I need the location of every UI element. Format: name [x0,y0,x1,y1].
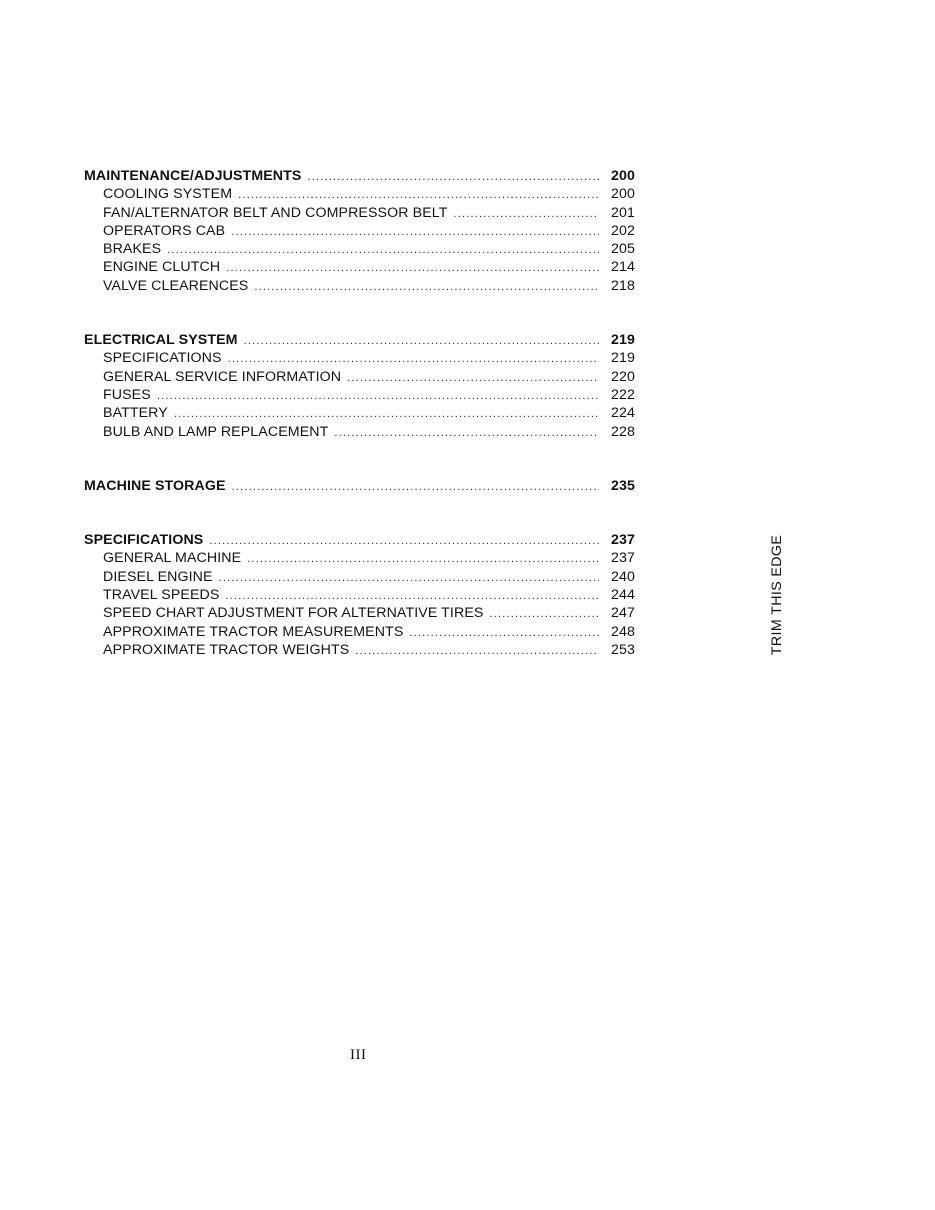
trim-edge-note: TRIM THIS EDGE [769,534,785,656]
toc-section-maintenance [84,167,635,295]
toc-heading[interactable] [84,477,635,495]
toc-entry[interactable] [84,586,635,604]
dot-leader [174,405,599,423]
toc-entry[interactable] [84,222,635,240]
toc-entry-label: APPROXIMATE TRACTOR WEIGHTS [103,641,350,658]
toc-heading-label: SPECIFICATIONS [84,532,204,549]
toc-page-number: 219 [611,350,635,367]
toc-entry[interactable] [84,549,635,567]
toc-heading[interactable] [84,531,635,549]
toc-page-number: 205 [611,241,635,258]
dot-leader [307,168,599,186]
dot-leader [347,369,599,387]
toc-page-number: 222 [611,386,635,403]
toc-entry-label: COOLING SYSTEM [103,186,233,203]
toc-entry[interactable] [84,404,635,422]
toc-entry-label: SPEED CHART ADJUSTMENT FOR ALTERNATIVE TIRES [103,605,484,622]
toc-entry-label: FUSES [103,386,151,403]
toc-entry[interactable] [84,258,635,276]
dot-leader [334,424,599,442]
toc-page-number: 224 [611,405,635,422]
toc-entry-label: FAN/ALTERNATOR BELT AND COMPRESSOR BELT [103,204,448,221]
toc-entry[interactable] [84,185,635,203]
dot-leader [355,642,599,660]
dot-leader [231,223,599,241]
toc-entry[interactable] [84,240,635,258]
toc-heading[interactable] [84,331,635,349]
toc-entry-label: BRAKES [103,241,162,258]
toc-page-number: 235 [611,477,635,494]
dot-leader [167,241,599,259]
toc-entry[interactable] [84,641,635,659]
dot-leader [209,532,599,550]
page-folio: III [350,1047,367,1063]
toc-entry-label: BATTERY [103,405,168,422]
toc-page-number: 201 [611,204,635,221]
toc-heading-label: ELECTRICAL SYSTEM [84,332,238,349]
toc-entry[interactable] [84,604,635,622]
toc-page-number: 228 [611,423,635,440]
dot-leader [228,350,599,368]
toc-page-number: 237 [611,532,635,549]
toc-entry[interactable] [84,386,635,404]
dot-leader [225,587,599,605]
toc-section-electrical [84,331,635,441]
toc-page-number: 248 [611,623,635,640]
toc-entry[interactable] [84,423,635,441]
dot-leader [157,387,599,405]
toc-page-number: 220 [611,368,635,385]
toc-section-machine-storage [84,477,635,495]
toc-page-number: 214 [611,259,635,276]
toc-entry[interactable] [84,277,635,295]
dot-leader [409,624,599,642]
toc-entry-label: BULB AND LAMP REPLACEMENT [103,423,329,440]
toc-entry[interactable] [84,568,635,586]
dot-leader [247,550,599,568]
dot-leader [489,605,599,623]
toc-entry-label: VALVE CLEARENCES [103,277,249,294]
toc-page-number: 219 [611,332,635,349]
toc-page-number: 240 [611,568,635,585]
toc-entry-label: APPROXIMATE TRACTOR MEASUREMENTS [103,623,404,640]
toc-page-number: 253 [611,641,635,658]
toc-page-number: 202 [611,222,635,239]
dot-leader [254,278,599,296]
toc-heading[interactable] [84,167,635,185]
toc-entry-label: GENERAL MACHINE [103,550,242,567]
toc-entry-label: TRAVEL SPEEDS [103,587,220,604]
toc-entry-label: SPECIFICATIONS [103,350,222,367]
toc-page-number: 200 [611,186,635,203]
table-of-contents [84,167,635,695]
toc-entry[interactable] [84,623,635,641]
toc-page-number: 218 [611,277,635,294]
toc-entry[interactable] [84,368,635,386]
dot-leader [244,332,599,350]
toc-entry-label: GENERAL SERVICE INFORMATION [103,368,342,385]
toc-entry[interactable] [84,204,635,222]
toc-entry-label: OPERATORS CAB [103,222,226,239]
toc-heading-label: MACHINE STORAGE [84,477,226,494]
toc-entry[interactable] [84,349,635,367]
dot-leader [238,186,599,204]
dot-leader [226,259,599,277]
toc-entry-label: ENGINE CLUTCH [103,259,221,276]
dot-leader [232,478,599,496]
toc-page-number: 244 [611,587,635,604]
dot-leader [453,205,599,223]
toc-page-number: 200 [611,168,635,184]
toc-heading-label: MAINTENANCE/ADJUSTMENTS [84,168,302,184]
toc-page-number: 237 [611,550,635,567]
dot-leader [219,569,599,587]
toc-section-specifications [84,531,635,659]
toc-entry-label: DIESEL ENGINE [103,568,213,585]
toc-page-number: 247 [611,605,635,622]
